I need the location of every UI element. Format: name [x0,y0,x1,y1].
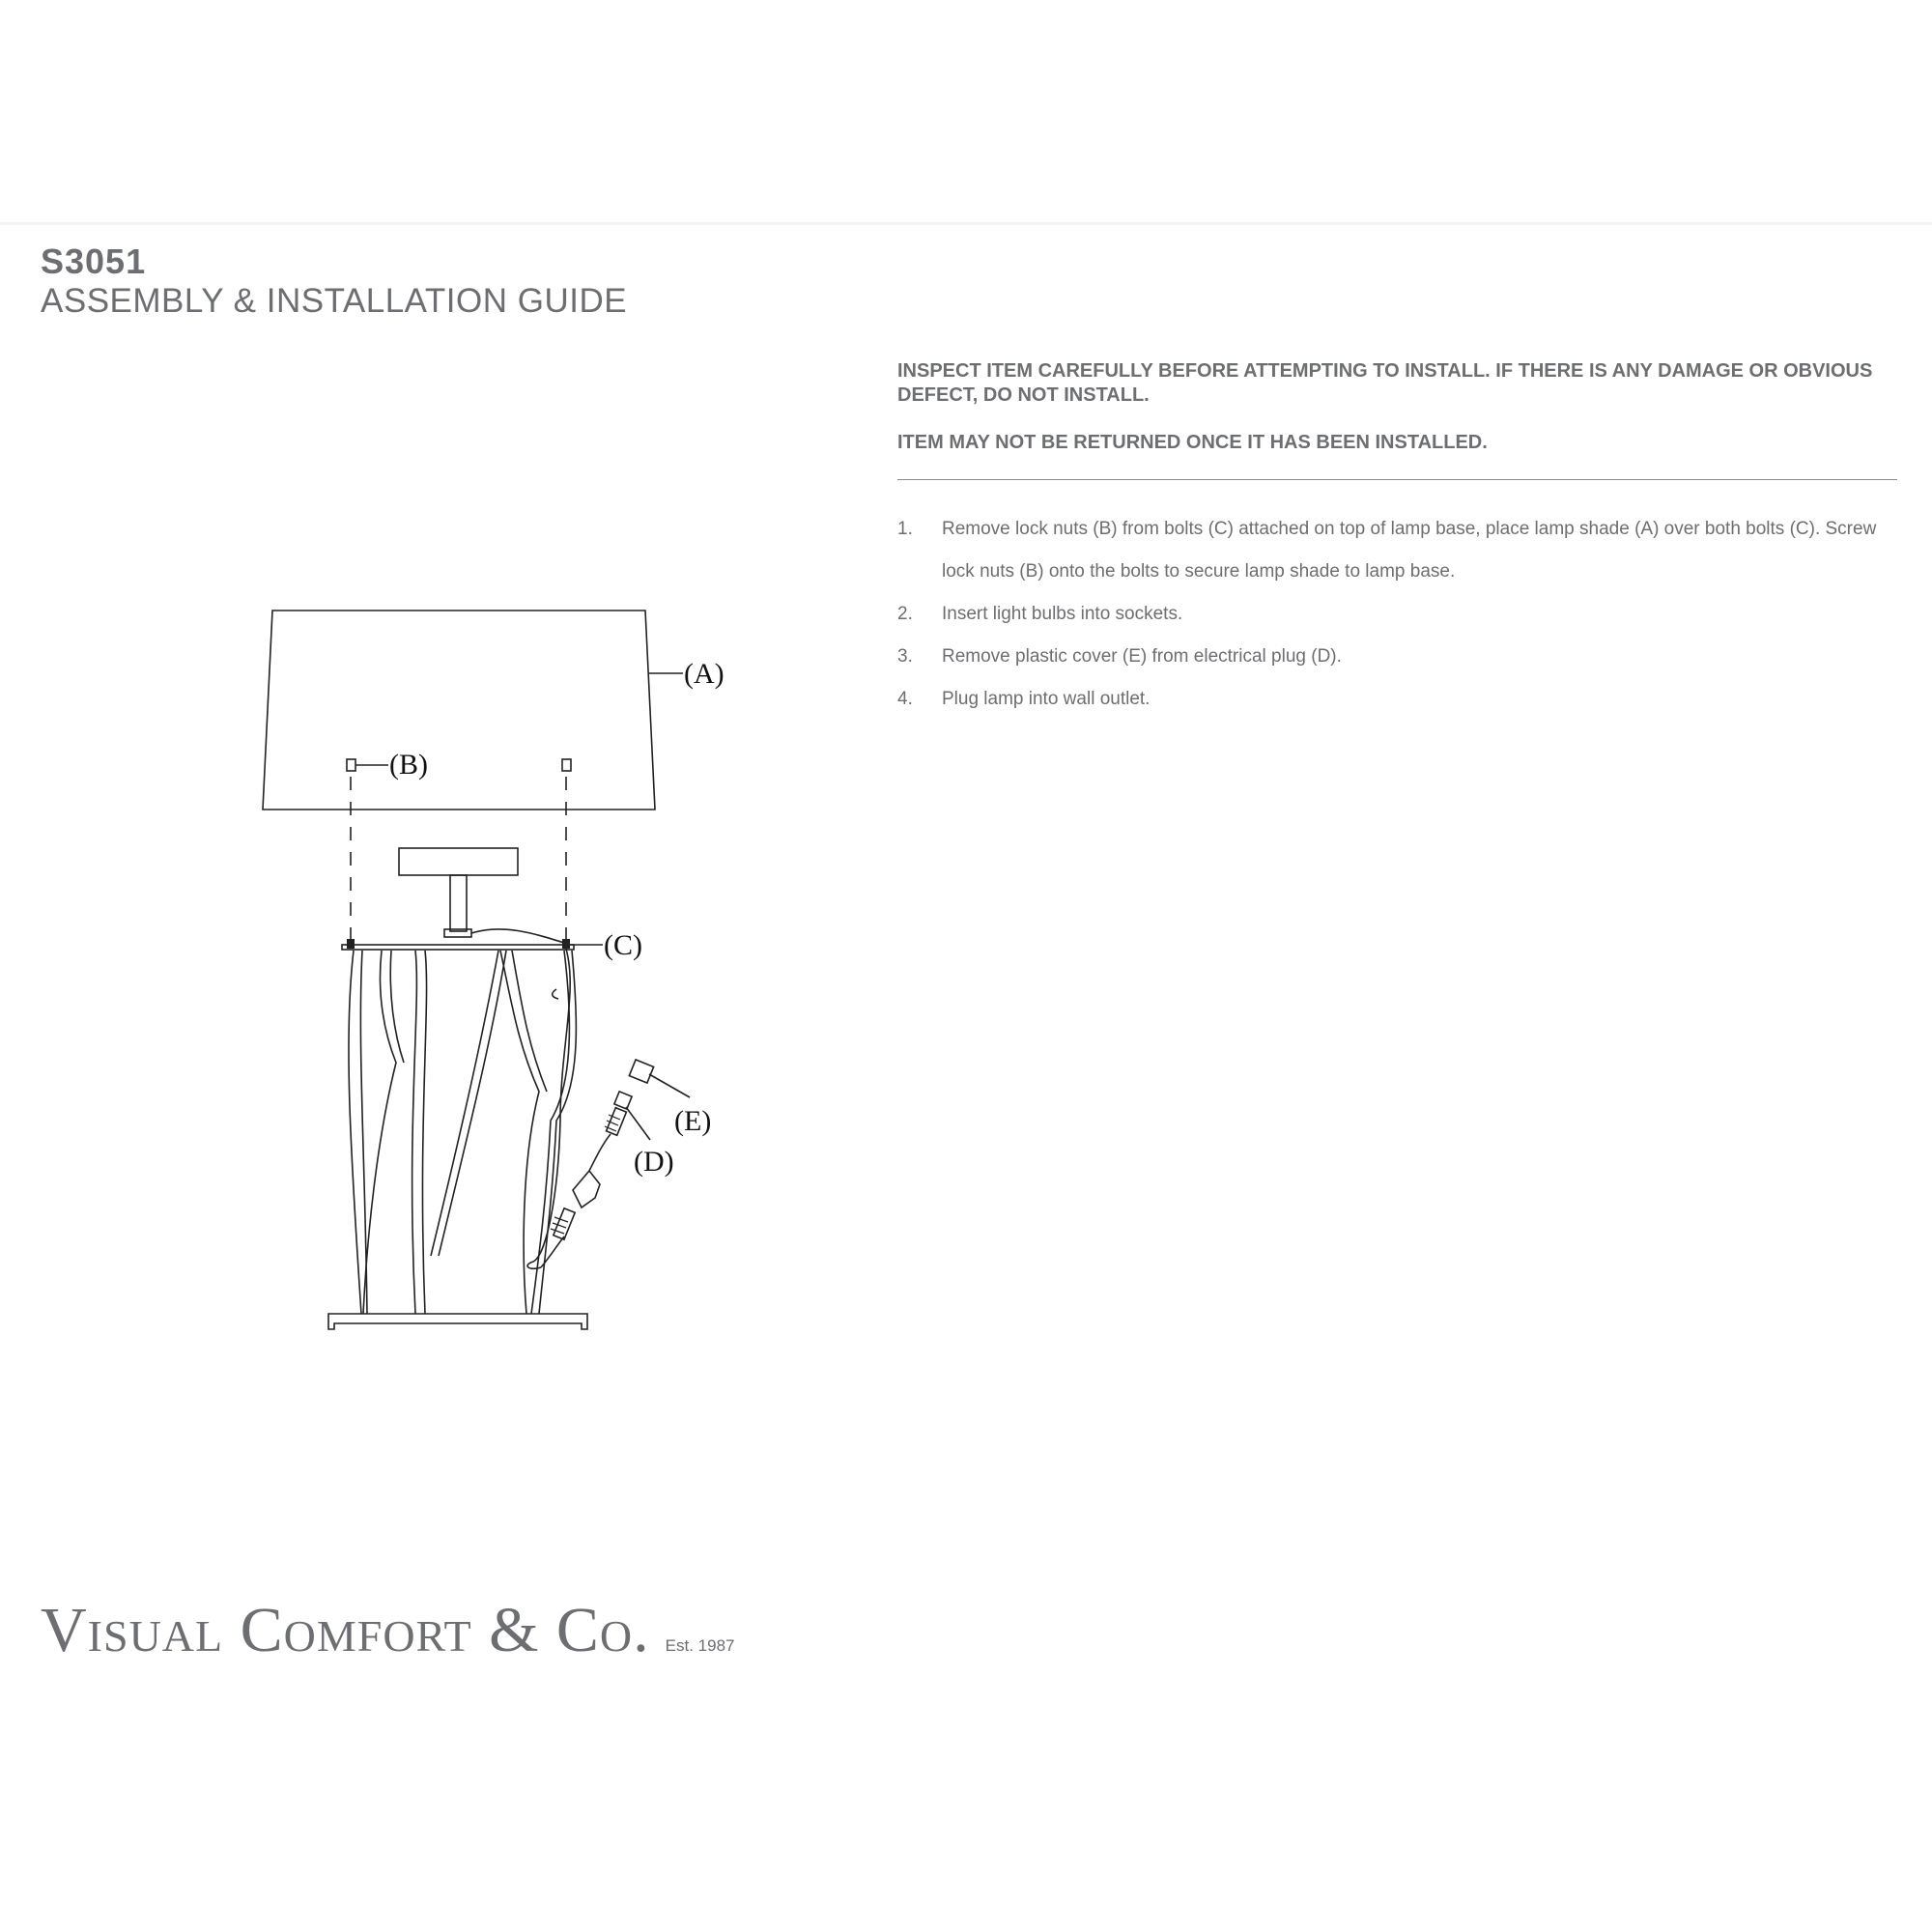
model-number: S3051 [41,242,147,281]
step-text: Insert light bulbs into sockets. [942,604,1183,624]
no-return-warning: ITEM MAY NOT BE RETURNED ONCE IT HAS BEEN INSTALLED. [897,432,1488,453]
plug-cap-ring [614,1092,632,1109]
instruction-steps [897,508,1892,721]
branch-leg [539,951,576,1314]
leader-line-d [626,1107,650,1140]
step-number: 1. [897,519,913,539]
established-year: Est. 1987 [665,1636,735,1655]
plastic-cover [629,1060,653,1083]
step-text: Plug lamp into wall outlet. [942,689,1151,709]
callout-a: (A) [684,658,724,690]
brand-name: Visual Comfort & Co. [41,1595,650,1665]
plug-cord-link [589,1134,611,1171]
branch-leg [512,951,547,1092]
lamp-assembly-diagram [232,580,773,1352]
step-number: 3. [897,646,913,667]
divider [897,479,1897,480]
lamp-shade [263,611,655,810]
base-foot [328,1314,587,1329]
hatch-mark [554,1217,568,1222]
leader-line-e [649,1074,690,1097]
lock-nut-right [562,759,571,771]
lamp-wire [471,929,564,943]
step-text: Remove plastic cover (E) from electrical plug (D). [942,646,1342,667]
branch-leg [422,951,426,1314]
branch-leg [500,951,539,1314]
bolt-right [562,939,570,949]
brand-logo [41,1594,734,1667]
step-item [897,593,1892,636]
electrical-plug [573,1171,600,1208]
socket-cluster [399,848,518,875]
socket-stem [450,875,467,931]
callout-c: (C) [604,929,642,961]
inspect-warning: INSPECT ITEM CAREFULLY BEFORE ATTEMPTING TO INSTALL. IF THERE IS ANY DAMAGE OR OBVIOUS DEFECT, DO NOT INSTALL. [897,360,1873,406]
branch-leg [439,951,506,1256]
step-item [897,678,1892,721]
cord-clip [553,989,558,999]
lock-nut-left [347,759,355,771]
step-number: 2. [897,604,913,624]
step-text: Remove lock nuts (B) from bolts (C) attached on top of lamp base, place lamp shade (A) over both bolts (C). Screw lock nuts (B) onto the bolts to secure lamp shade to lamp base. [942,519,1877,582]
guide-title: ASSEMBLY & INSTALLATION GUIDE [41,282,628,320]
hatch-mark [551,1229,564,1234]
step-item [897,636,1892,678]
hatch-mark [553,1223,566,1228]
branch-leg [390,951,404,1063]
callout-d: (D) [634,1146,674,1178]
branch-leg [349,951,361,1314]
base-top-plate [342,945,574,950]
branch-leg [412,951,417,1314]
bolt-left [347,939,355,949]
callout-e: (E) [674,1105,712,1137]
callout-b: (B) [389,749,428,781]
step-item [897,508,1892,593]
branch-leg [431,951,498,1256]
step-number: 4. [897,689,913,709]
